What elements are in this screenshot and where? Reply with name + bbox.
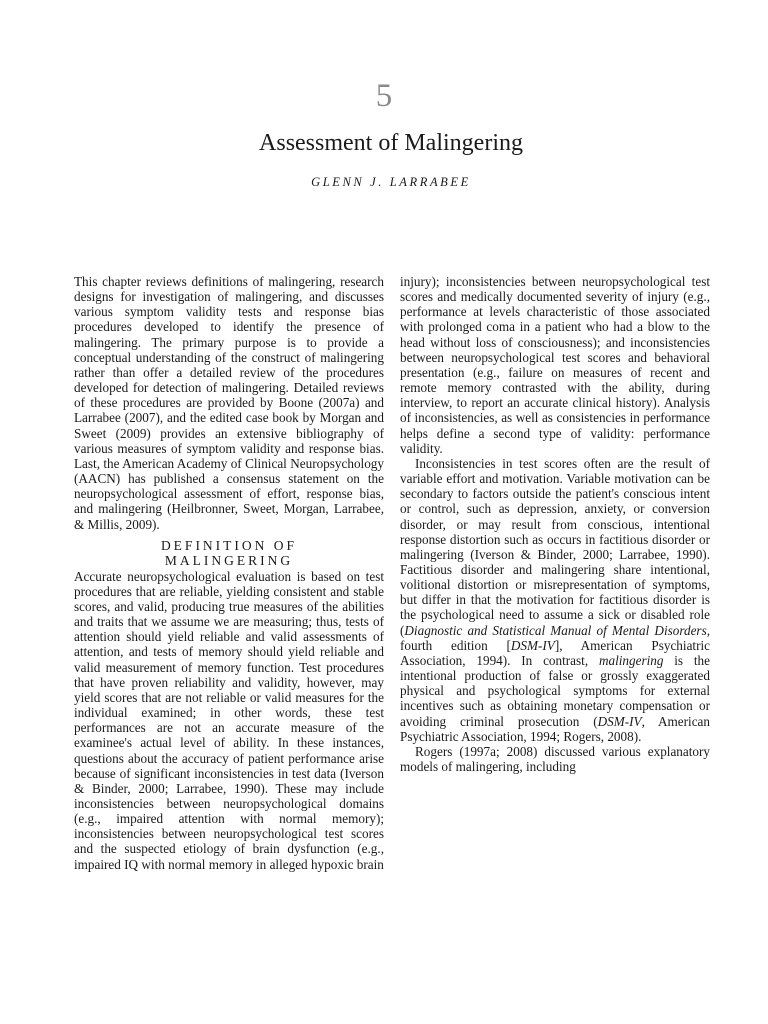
- definition-paragraph-2-part-e: , American Psychiatric Association, 1994; Rogers, 2008).: [400, 713, 711, 744]
- malingering-term: malingering: [598, 652, 664, 668]
- chapter-number: 5: [375, 78, 393, 114]
- definition-paragraph-2-part-d: is the intentional production of false or grossly exaggerated physical and psychological symptoms for external incentives such as obtaining monetary compensation or avoiding criminal prosecution (: [400, 652, 710, 729]
- body-text: [74, 274, 384, 872]
- dsm-abbrev: DSM-IV: [510, 637, 555, 653]
- definition-paragraph-2-part-a: Inconsistencies in test scores often are the result of variable effort and motivation. Variable motivation can be secondary to factors outside the patient's conscious intent or control, such as depression, anxiety, or conversion disorder, or may result from conscious, intentional response distortion such as occurs in factitious disorder or malingering (Iverson & Binder, 2000; Larrabee, 1990). Factitious disorder and malingering share intentional, volitional distortion or misrepresentation of symptoms, but differ in that the motivation for factitious disorder is the psychological need to assume a sick or disabled role (: [400, 455, 710, 638]
- section-heading-line2: MALINGERING: [164, 553, 294, 569]
- definition-paragraph-2-part-b: , fourth edition [: [400, 622, 710, 653]
- definition-paragraph-1: Accurate neuropsychological evaluation is based on test procedures that are reliable, yielding consistent and stable scores, and valid, producing true measures of the abilities and traits that we assume we are measuring; thus, tests of attention should yield reliable and valid assessments of attention, and tests of memory should yield reliable and valid measurement of memory function. Test procedures that have proven reliability and validity, however, may yield scores that are not reliable or valid measures for the individual examined; in other words, these test performances are not an accurate measure of the examinee's actual level of ability. In these instances, questions about the accuracy of patient performance arise because of significant inconsistencies in test data (Iverson & Binder, 2000; Larrabee, 1990). These may include inconsistencies between neuropsychological domains (e.g., impaired attention with normal memory); inconsistencies between neuropsychological test scores and the suspected etiology of brain dysfunction (e.g., impaired IQ with normal memory in alleged hypoxic brain: [74, 568, 384, 872]
- definition-paragraph-1-continued: injury); inconsistencies between neuropsychological test scores and medically documented severity of injury (e.g., performance at levels characteristic of those associated with prolonged coma in a patient who had a blow to the head without loss of consciousness); and inconsistencies between neuropsychological test scores and behavioral presentation (e.g., failure on measures of recent and remote memory contrasted with the ability, during interview, to report an accurate clinical history). Analysis of inconsistencies, as well as consistencies in performance helps define a second type of validity: performance validity.: [400, 274, 710, 456]
- definition-paragraph-3: Rogers (1997a; 2008) discussed various explanatory models of malingering, including: [400, 743, 710, 774]
- definition-paragraph-2: [400, 456, 710, 744]
- chapter-author: GLENN J. LARRABEE: [311, 175, 471, 189]
- chapter-title: Assessment of Malingering: [259, 130, 523, 156]
- section-heading-line1: DEFINITION OF: [160, 537, 298, 553]
- body-text-right-column: [400, 274, 710, 774]
- intro-paragraph: This chapter reviews definitions of malingering, research designs for investigation of malingering, and discusses various symptom validity tests and response bias procedures developed to identify the presence of malingering. The primary purpose is to provide a conceptual understanding of the construct of malingering rather than offer a detailed review of the procedures developed for detection of malingering. Detailed reviews of these procedures are provided by Boone (2007a) and Larrabee (2007), and the edited case book by Morgan and Sweet (2009) provides an extensive bibliography of various measures of symptom validity and response bias. Last, the American Academy of Clinical Neuropsychology (AACN) has published a consensus statement on the neuropsychological assessment of effort, response bias, and malingering (Heilbronner, Sweet, Morgan, Larrabee, & Millis, 2009).: [74, 274, 384, 532]
- definition-paragraph-2-part-c: ], American Psychiatric Association, 1994). In contrast,: [400, 637, 710, 668]
- dsm-abbrev-2: DSM-IV: [597, 713, 642, 729]
- section-heading: [74, 538, 384, 569]
- dsm-title: Diagnostic and Statistical Manual of Mental Disorders: [404, 622, 707, 638]
